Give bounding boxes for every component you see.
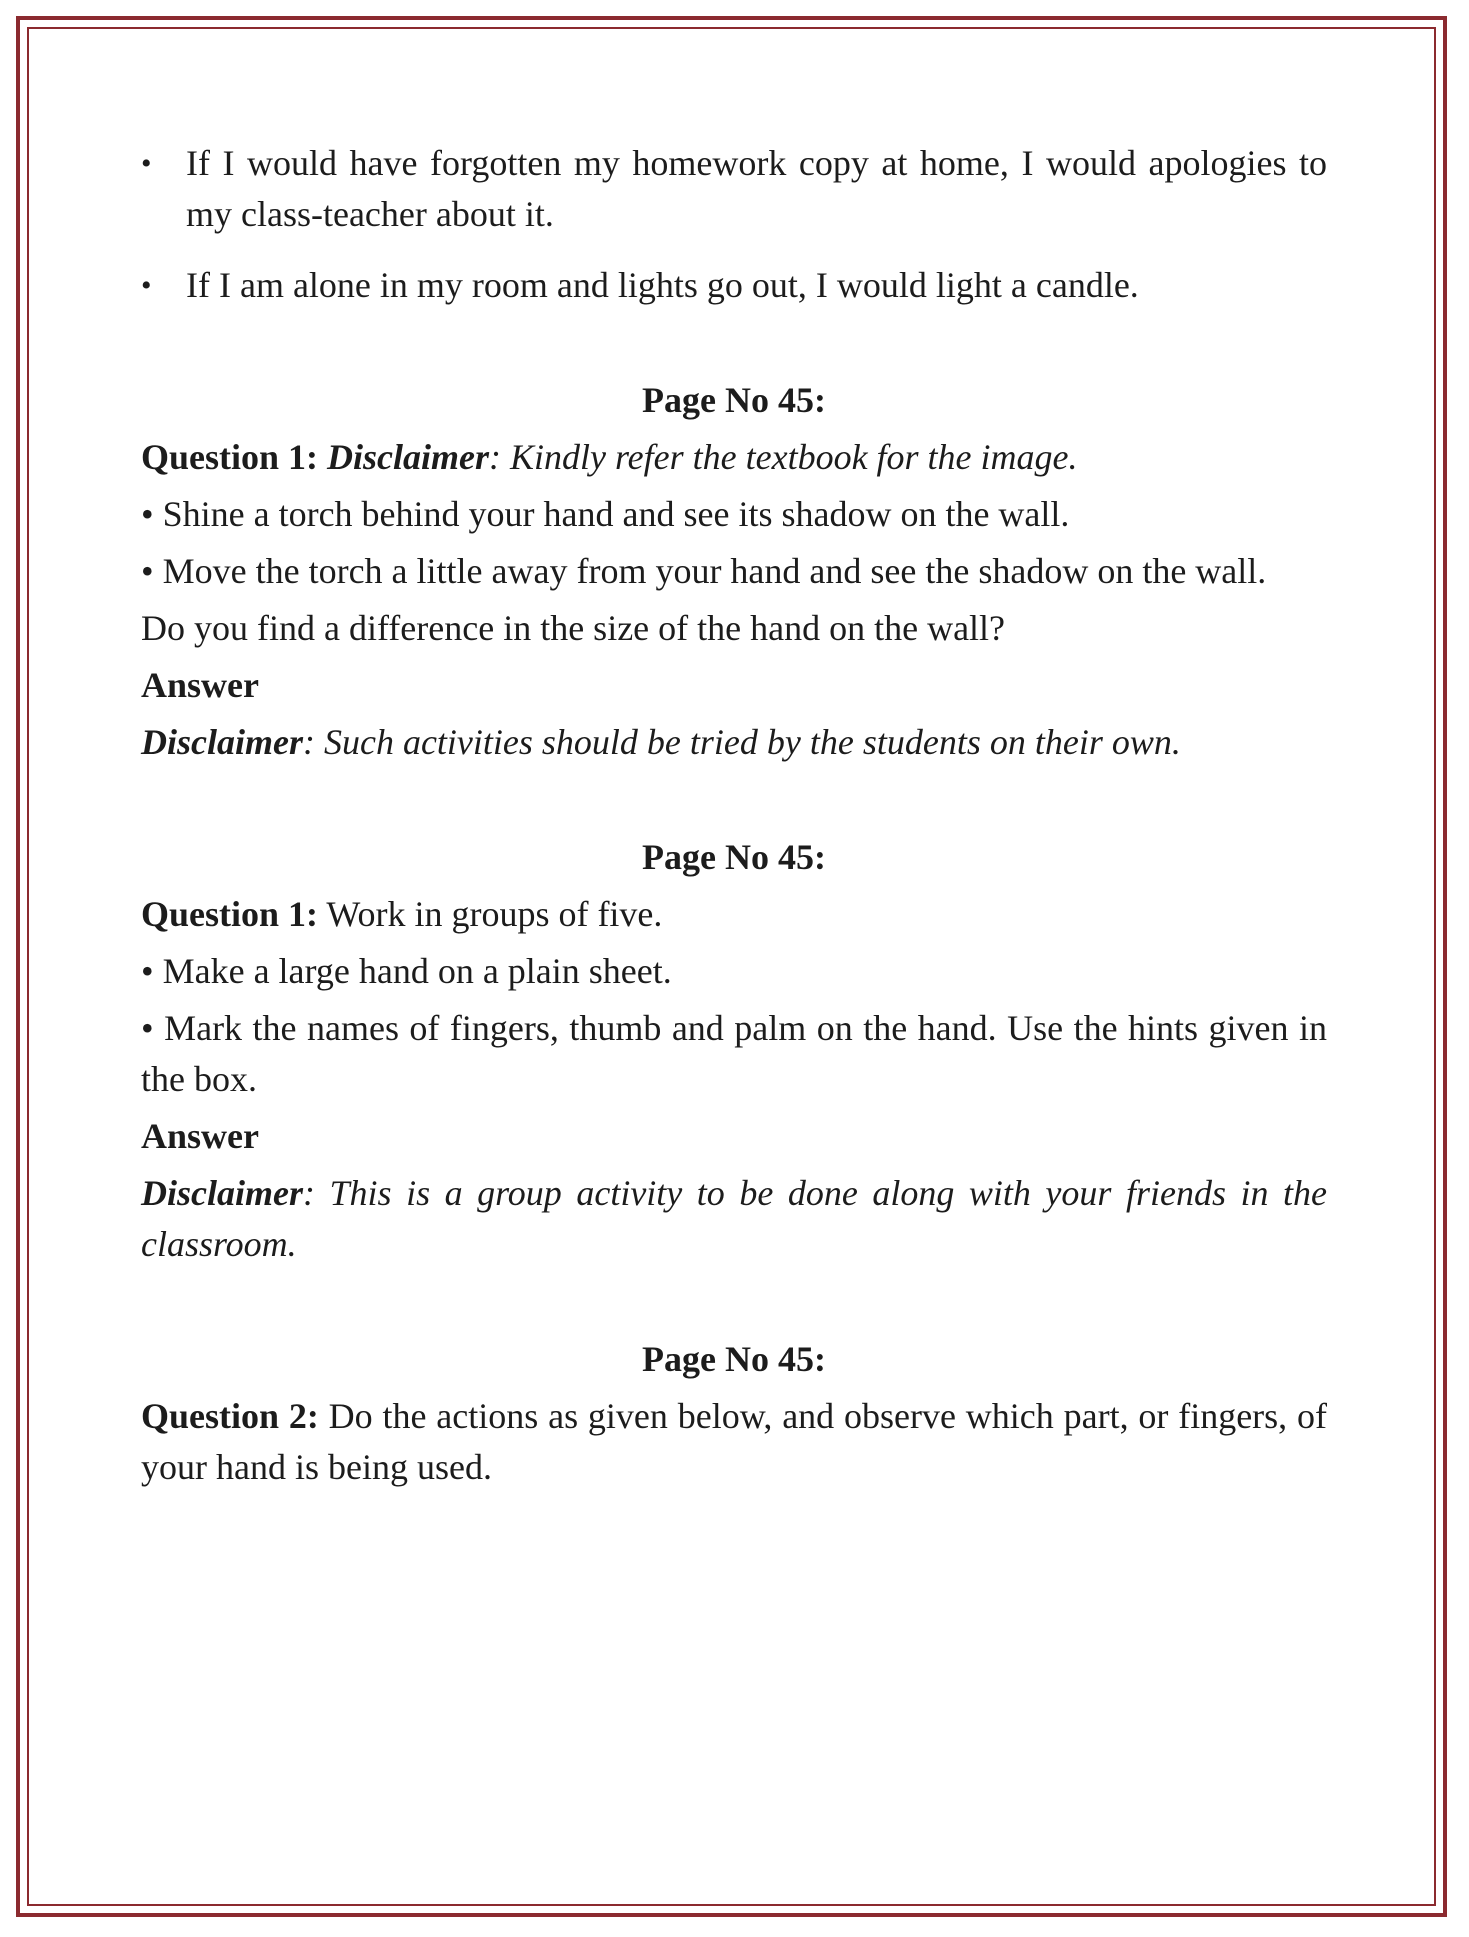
page-heading: Page No 45:: [642, 1339, 826, 1379]
answer-disclaimer: [141, 1168, 1327, 1270]
question-label: Question 2:: [141, 1396, 319, 1436]
page-heading: Page No 45:: [642, 380, 826, 420]
bullet-text: If I would have forgotten my homework copy at home, I would apologies to my class-teacher about it.: [186, 143, 1327, 234]
disclaimer-label: Disclaimer: [141, 722, 303, 762]
bullet-icon: •: [141, 269, 152, 302]
question-text: Work in groups of five.: [318, 894, 663, 934]
list-item: [141, 260, 1327, 311]
list-item: • Make a large hand on a plain sheet.: [141, 951, 672, 991]
question-prompt: Do you find a difference in the size of the hand on the wall?: [141, 608, 1006, 648]
question-label: Question 1:: [141, 894, 319, 934]
question: [141, 889, 1327, 940]
answer-label: Answer: [141, 665, 259, 705]
list-item: • Move the torch a little away from your hand and see the shadow on the wall.: [141, 551, 1267, 591]
page-heading: Page No 45:: [642, 837, 826, 877]
document-body: [141, 138, 1327, 1493]
question-label: Question 1:: [141, 437, 319, 477]
question: [141, 432, 1327, 483]
disclaimer-text: : This is a group activity to be done along with your friends in the classroom.: [141, 1173, 1327, 1264]
bullet-text: If I am alone in my room and lights go out, I would light a candle.: [186, 265, 1139, 305]
disclaimer-label: Disclaimer: [141, 1173, 303, 1213]
list-item: • Mark the names of fingers, thumb and palm on the hand. Use the hints given in the box.: [141, 1008, 1327, 1099]
list-item: [141, 138, 1327, 240]
disclaimer-label: Disclaimer: [327, 437, 489, 477]
list-item: • Shine a torch behind your hand and see its shadow on the wall.: [141, 494, 1070, 534]
bullet-icon: •: [141, 147, 152, 180]
disclaimer-text: : Kindly refer the textbook for the image.: [489, 437, 1078, 477]
question: [141, 1391, 1327, 1493]
question-text: Do the actions as given below, and observe which part, or fingers, of your hand is being used.: [141, 1396, 1327, 1487]
answer-disclaimer: [141, 717, 1327, 768]
answer-label: Answer: [141, 1116, 259, 1156]
disclaimer-text: : Such activities should be tried by the students on their own.: [302, 722, 1181, 762]
